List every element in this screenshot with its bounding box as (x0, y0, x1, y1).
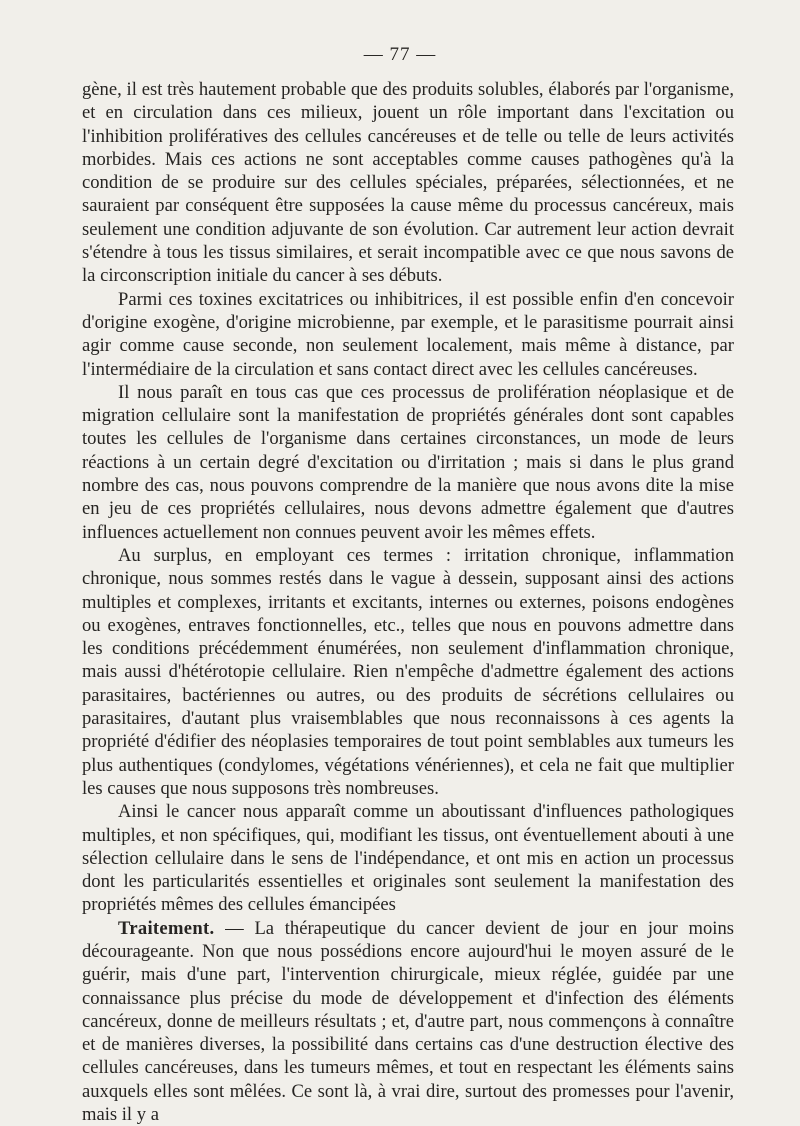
body-text (82, 78, 734, 1126)
paragraph-proliferation: Il nous paraît en tous cas que ces processus de prolifération néoplasique et de migration cellulaire sont la manifestation de propriétés générales dont sont capables toutes les cellules de l'organisme dans certaines circonstances, un mode de leurs réactions à un certain degré d'excitation ou d'irritation ; mais si dans le plus grand nombre des cas, nous pouvons comprendre de la manière que nous avons dite la mise en jeu de ces propriétés cellulaires, nous devons admettre également que d'autres influences actuellement non connues peuvent avoir les mêmes effets. (82, 381, 734, 543)
paragraph-continuation: gène, il est très hautement probable que des produits solubles, élaborés par l'organisme, et en circulation dans ces milieux, jouent un rôle important dans l'excitation ou l'inhibition prolifératives des cellules cancéreuses et de telle ou telle de leurs activités morbides. Mais ces actions ne sont acceptables comme causes pathogènes qu'à la condition de se produire sur des cellules spéciales, préparées, sélectionnées, et ne sauraient par conséquent être supposées la cause même du processus cancéreux, mais seulement une condition adjuvante de son évolution. Car autrement leur action devrait s'étendre à tous les tissus similaires, et serait incompatible avec ce que nous savons de la circonscription initiale du cancer à ses débuts. (82, 79, 734, 287)
section-heading-traitement: Traitement. (118, 917, 215, 939)
paragraph-toxines: Parmi ces toxines excitatrices ou inhibitrices, il est possible enfin d'en concevoir d'origine exogène, d'origine microbienne, par exemple, et le parasitisme pourrait ainsi agir comme cause seconde, non seulement localement, mais même à distance, par l'intermédiaire de la circulation et sans contact direct avec les cellules cancéreuses. (82, 288, 734, 380)
paragraph-aboutissant: Ainsi le cancer nous apparaît comme un aboutissant d'influences pathologiques multiples, et non spécifiques, qui, modifiant les tissus, ont éventuellement abouti à une sélection cellulaire dans le sens de l'indépendance, et ont mis en action un processus dont les particularités essentielles et originales sont seulement la manifestation des propriétés mêmes des cellules émancipées (82, 801, 734, 916)
paragraph-traitement-text: — La thérapeutique du cancer devient de jour en jour moins décourageante. Non que nous possédions encore aujourd'hui le moyen assuré de le guérir, mais d'une part, l'intervention chirurgicale, mieux réglée, guidée par une connaissance plus précise du mode de développement et d'infection des éléments cancéreux, donne de meilleurs résultats ; et, d'autre part, nous commençons à connaître et de manières diverses, la possibilité dans certains cas d'une destruction élective des cellules cancéreuses, dans les tumeurs mêmes, et tout en respectant les éléments sains auxquels elles sont mêlées. Ce sont là, à vrai dire, surtout des promesses pour l'avenir, mais il y a (82, 917, 734, 1126)
paragraph-irritation: Au surplus, en employant ces termes : irritation chronique, inflammation chronique, nous sommes restés dans le vague à dessein, supposant ainsi des actions multiples et complexes, irritants et excitants, internes ou externes, poisons endogènes ou exogènes, entraves fonctionnelles, etc., telles que nous en pouvons admettre dans les conditions précédemment énumérées, non seulement d'inflammation chronique, mais aussi d'hétérotopie cellulaire. Rien n'empêche d'admettre également des actions parasitaires, bactériennes ou autres, ou des produits de sécrétions cellulaires ou parasitaires, d'autant plus vraisemblables que nous reconnaissons à ces agents la propriété d'édifier des néoplasies temporaires de tout point semblables aux tumeurs les plus authentiques (condylomes, végétations vénériennes), et cela ne fait que multiplier les causes que nous supposons très nombreuses. (82, 544, 734, 799)
page-number: — 77 — (363, 44, 437, 65)
paragraph-traitement (82, 917, 734, 1126)
